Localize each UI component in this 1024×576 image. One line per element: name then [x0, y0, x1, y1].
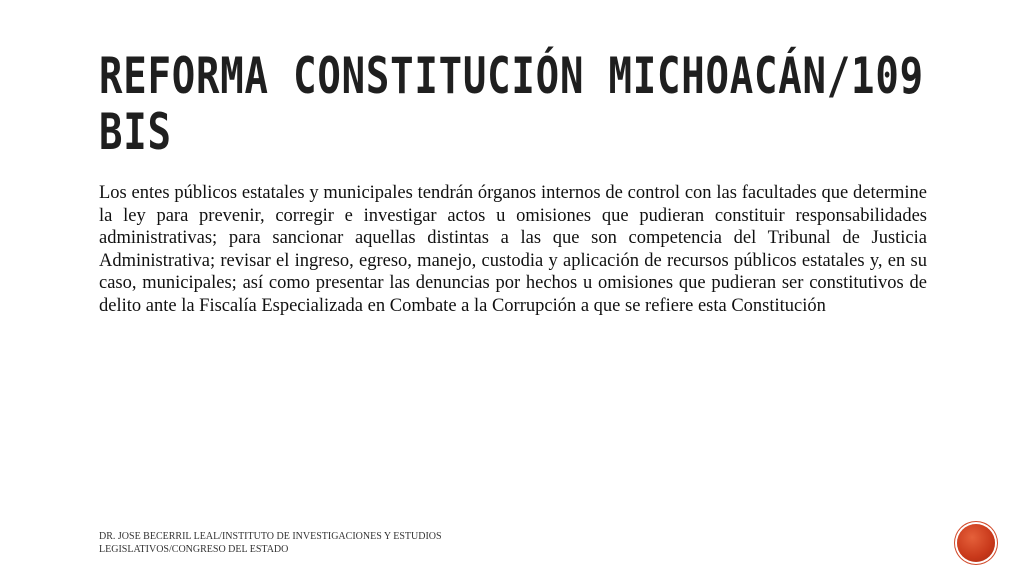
slide-body-text: Los entes públicos estatales y municipales tendrán órganos internos de control con las facultades que determine la ley para prevenir, corregir e investigar actos u omisiones que pudieran constituir responsabilidades administrativas; para sancionar aquellas distintas a las que son competencia del Tribunal de Justicia Administrativa; revisar el ingreso, egreso, manejo, custodia y aplicación de recursos públicos estatales y, en su caso, municipales; así como presentar las denuncias por hechos u omisiones que pudieran ser constitutivos de delito ante la Fiscalía Especializada en Combate a la Corrupción a que se refiere esta Constitución: [99, 183, 927, 316]
slide-footer: DR. JOSE BECERRIL LEAL/INSTITUTO DE INVESTIGACIONES Y ESTUDIOS LEGISLATIVOS/CONGRESO DEL ESTADO: [99, 531, 442, 555]
slide-title: REFORMA CONSTITUCIÓN MICHOACÁN/109 BIS: [99, 47, 924, 161]
page-number-badge: [957, 524, 995, 562]
